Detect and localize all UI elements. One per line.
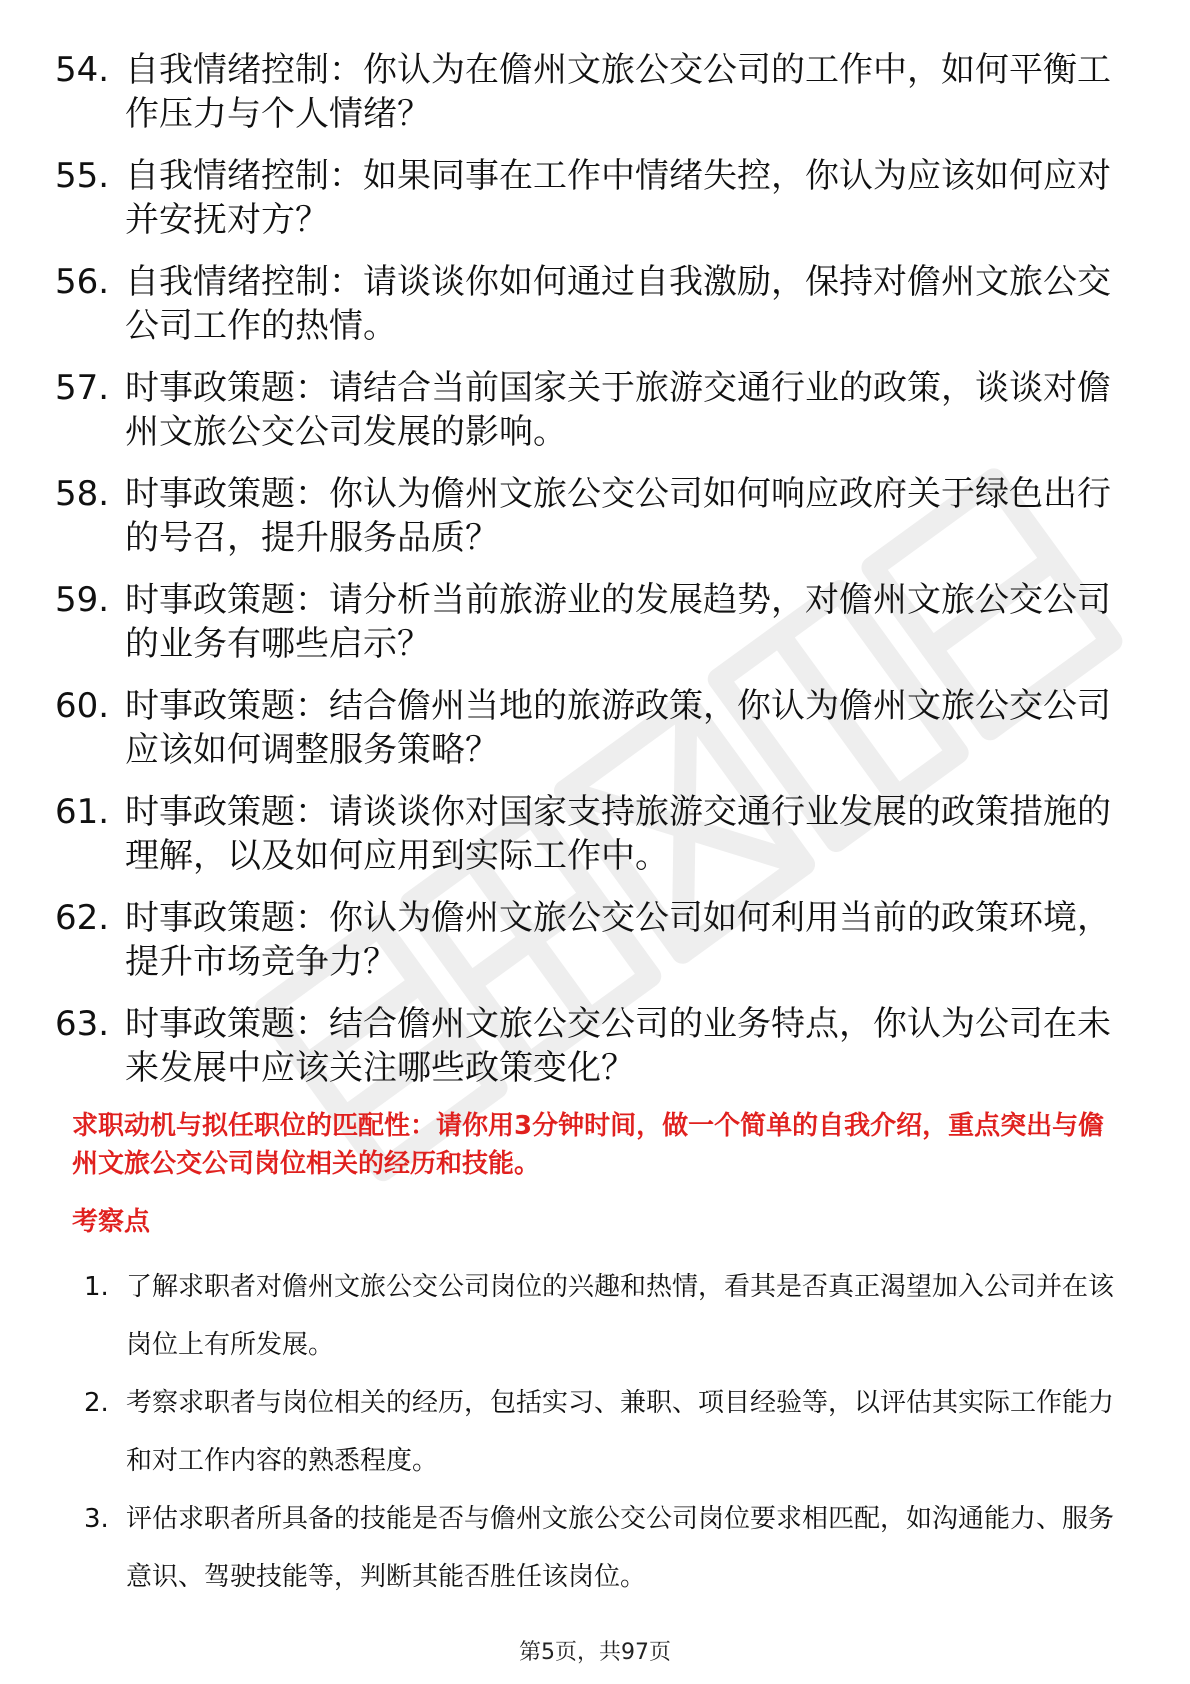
question-item — [55, 154, 1135, 242]
question-number: 57. — [55, 368, 110, 408]
question-number: 59. — [55, 580, 110, 620]
focus-point-item — [84, 1258, 1124, 1374]
question-item — [55, 366, 1135, 454]
focus-point-list — [84, 1258, 1124, 1606]
question-text: 时事政策题：结合儋州文旅公交公司的业务特点，你认为公司在未来发展中应该关注哪些政策变化？ — [125, 1004, 1111, 1088]
question-list — [55, 48, 1135, 1108]
focus-point-item — [84, 1490, 1124, 1606]
question-item — [55, 472, 1135, 560]
question-item — [55, 1002, 1135, 1090]
focus-point-text: 考察求职者与岗位相关的经历，包括实习、兼职、项目经验等，以评估其实际工作能力和对工作内容的熟悉程度。 — [126, 1388, 1115, 1476]
question-item — [55, 896, 1135, 984]
question-text: 时事政策题：请谈谈你对国家支持旅游交通行业发展的政策措施的理解，以及如何应用到实际工作中。 — [125, 792, 1111, 876]
question-number: 56. — [55, 262, 110, 302]
question-number: 54. — [55, 50, 110, 90]
question-number: 55. — [55, 156, 110, 196]
focus-point-number: 2. — [84, 1388, 109, 1418]
focus-point-text: 评估求职者所具备的技能是否与儋州文旅公交公司岗位要求相匹配，如沟通能力、服务意识、驾驶技能等，判断其能否胜任该岗位。 — [126, 1504, 1115, 1592]
focus-point-text: 了解求职者对儋州文旅公交公司岗位的兴趣和热情，看其是否真正渴望加入公司并在该岗位上有所发展。 — [126, 1272, 1115, 1360]
question-text: 时事政策题：你认为儋州文旅公交公司如何利用当前的政策环境，提升市场竞争力？ — [125, 898, 1111, 982]
question-text: 时事政策题：你认为儋州文旅公交公司如何响应政府关于绿色出行的号召，提升服务品质？ — [125, 474, 1111, 558]
question-text: 自我情绪控制：如果同事在工作中情绪失控，你认为应该如何应对并安抚对方？ — [125, 156, 1111, 240]
question-text: 时事政策题：结合儋州当地的旅游政策，你认为儋州文旅公交公司应该如何调整服务策略？ — [125, 686, 1111, 770]
question-item — [55, 790, 1135, 878]
question-text: 时事政策题：请结合当前国家关于旅游交通行业的政策，谈谈对儋州文旅公交公司发展的影响。 — [125, 368, 1111, 452]
question-item — [55, 260, 1135, 348]
question-text: 自我情绪控制：请谈谈你如何通过自我激励，保持对儋州文旅公交公司工作的热情。 — [125, 262, 1111, 346]
question-item — [55, 578, 1135, 666]
question-item — [55, 48, 1135, 136]
focus-point-number: 1. — [84, 1272, 109, 1302]
question-number: 62. — [55, 898, 110, 938]
question-number: 60. — [55, 686, 110, 726]
focus-point-number: 3. — [84, 1504, 109, 1534]
question-text: 时事政策题：请分析当前旅游业的发展趋势，对儋州文旅公交公司的业务有哪些启示？ — [125, 580, 1111, 664]
question-number: 63. — [55, 1004, 110, 1044]
question-text: 自我情绪控制：你认为在儋州文旅公交公司的工作中，如何平衡工作压力与个人情绪？ — [125, 50, 1111, 134]
question-number: 58. — [55, 474, 110, 514]
focus-point-item — [84, 1374, 1124, 1490]
page-footer: 第5页，共97页 — [519, 1640, 671, 1665]
focus-heading: 考察点 — [72, 1207, 151, 1237]
question-number: 61. — [55, 792, 110, 832]
question-item — [55, 684, 1135, 772]
section-title: 求职动机与拟任职位的匹配性：请你用3分钟时间，做一个简单的自我介绍，重点突出与儋州文旅公交公司岗位相关的经历和技能。 — [72, 1111, 1105, 1179]
